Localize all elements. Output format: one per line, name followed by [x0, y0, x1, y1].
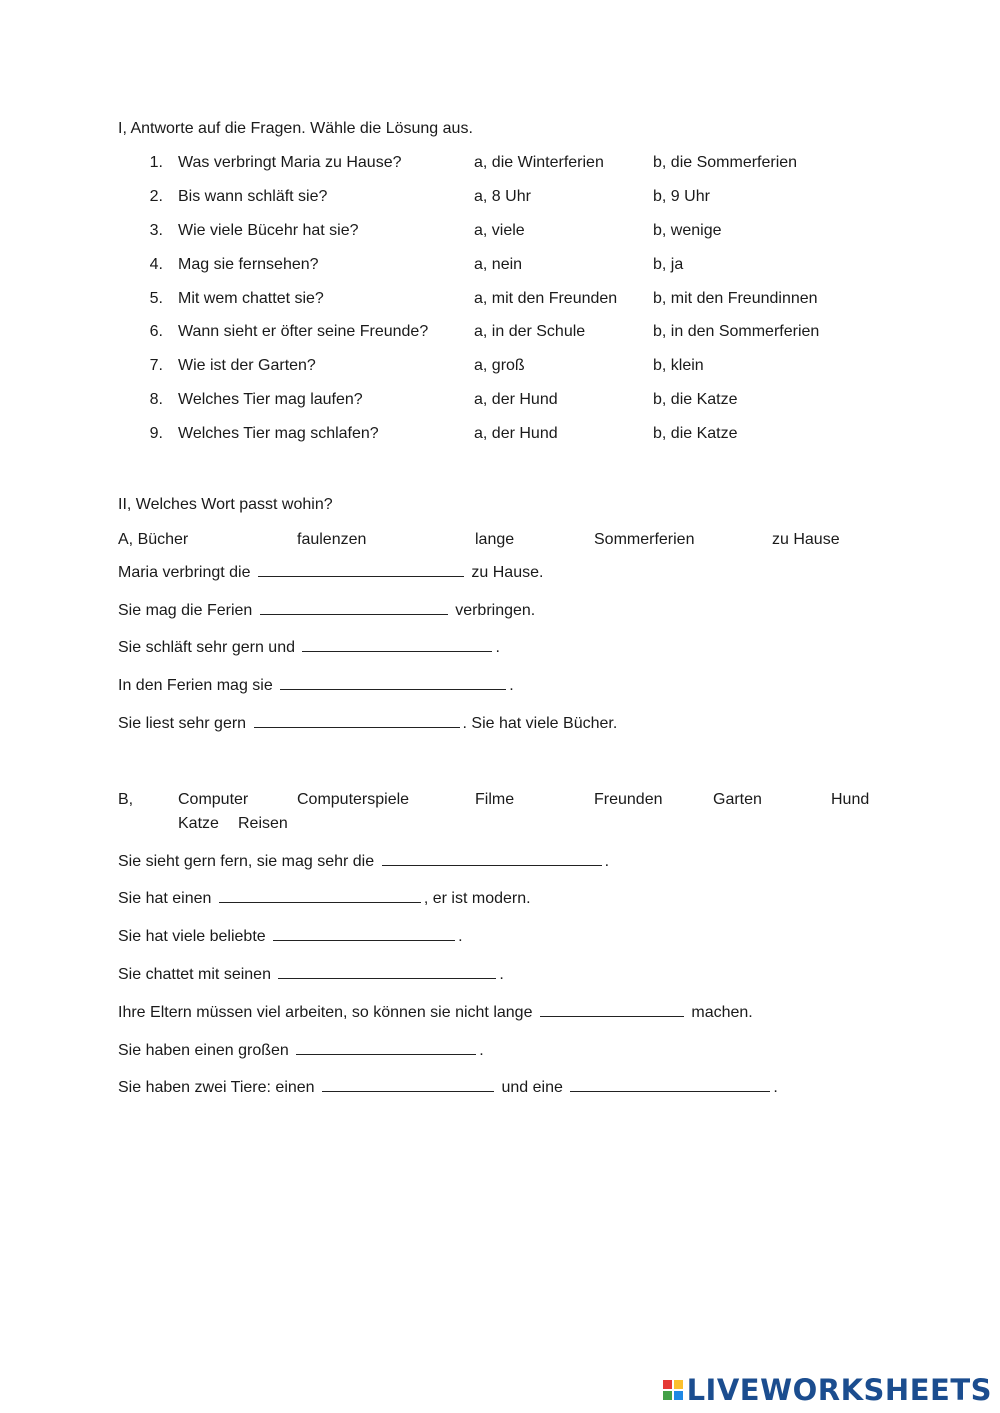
sentence-end: . [604, 853, 610, 870]
sentence-start: In den Ferien mag sie [118, 677, 273, 694]
fill-sentence [118, 639, 500, 657]
option-b[interactable]: b, die Sommerferien [653, 154, 798, 171]
word-bank-word: zu Hause [772, 531, 840, 548]
sentence-end: . [479, 1042, 484, 1059]
question-text: Bis wann schläft sie? [178, 188, 328, 205]
question-number: 3. [149, 222, 163, 239]
sentence-start: Sie haben einen großen [118, 1042, 289, 1059]
answer-blank[interactable] [382, 864, 602, 866]
option-b[interactable]: b, klein [653, 357, 704, 374]
section2-title: II, Welches Wort passt wohin? [118, 496, 333, 513]
option-a[interactable]: a, mit den Freunden [474, 290, 618, 307]
sentence-end: zu Hause. [471, 564, 544, 581]
option-b[interactable]: b, ja [653, 256, 684, 273]
fill-sentence [118, 564, 543, 582]
option-a[interactable]: a, groß [474, 357, 525, 374]
question-text: Was verbringt Maria zu Hause? [178, 154, 402, 171]
answer-blank[interactable] [540, 1015, 684, 1017]
option-a[interactable]: a, in der Schule [474, 323, 586, 340]
fill-sentence [118, 602, 535, 620]
sentence-end: . [495, 639, 500, 656]
answer-blank[interactable] [296, 1053, 476, 1055]
sentence-start: Sie haben zwei Tiere: einen [118, 1079, 315, 1096]
sentence-end: , er ist modern. [423, 890, 531, 907]
word-bank-word: Computerspiele [297, 791, 410, 808]
question-number: 6. [149, 323, 163, 340]
question-text: Welches Tier mag schlafen? [178, 425, 379, 442]
option-b[interactable]: b, die Katze [653, 425, 738, 442]
liveworksheets-logo[interactable] [663, 1373, 992, 1407]
option-b[interactable]: b, mit den Freundinnen [653, 290, 818, 307]
section1-title: I, Antworte auf die Fragen. Wähle die Lösung aus. [118, 120, 473, 137]
word-bank-word: Garten [713, 791, 762, 808]
sentence-start: Sie chattet mit seinen [118, 966, 271, 983]
option-a[interactable]: a, nein [474, 256, 523, 273]
option-b[interactable]: b, wenige [653, 222, 722, 239]
sentence-start: Maria verbringt die [118, 564, 251, 581]
option-b[interactable]: b, in den Sommerferien [653, 323, 820, 340]
word-bank-word: A, Bücher [118, 531, 189, 548]
question-text: Welches Tier mag laufen? [178, 391, 363, 408]
question-text: Mit wem chattet sie? [178, 290, 324, 307]
question-number: 8. [149, 391, 163, 408]
answer-blank[interactable] [278, 977, 496, 979]
word-bank-word: Computer [178, 791, 249, 808]
fill-sentence [118, 890, 531, 908]
sentence-end: . [499, 966, 504, 983]
word-bank-word: Hund [831, 791, 870, 808]
logo-square [663, 1391, 672, 1400]
option-a[interactable]: a, viele [474, 222, 525, 239]
answer-blank[interactable] [219, 901, 421, 903]
question-number: 9. [149, 425, 163, 442]
question-text: Mag sie fernsehen? [178, 256, 319, 273]
fill-sentence [118, 928, 463, 946]
logo-square [674, 1391, 683, 1400]
option-b[interactable]: b, die Katze [653, 391, 738, 408]
sentence-end: . [509, 677, 514, 694]
sentence-start: Sie sieht gern fern, sie mag sehr die [118, 853, 375, 870]
answer-blank[interactable] [280, 688, 506, 690]
option-a[interactable]: a, die Winterferien [474, 154, 604, 171]
fill-sentence [118, 1042, 484, 1060]
sentence-end: . [773, 1079, 778, 1096]
option-a[interactable]: a, der Hund [474, 391, 558, 408]
question-text: Wie ist der Garten? [178, 357, 316, 374]
sentence-start: Sie schläft sehr gern und [118, 639, 295, 656]
option-a[interactable]: a, der Hund [474, 425, 558, 442]
answer-blank[interactable] [273, 939, 455, 941]
word-bank-word: Katze [178, 815, 219, 832]
sentence-start: Sie mag die Ferien [118, 602, 253, 619]
question-number: 7. [149, 357, 163, 374]
sentence-middle: und eine [501, 1079, 563, 1096]
question-text: Wie viele Bücehr hat sie? [178, 222, 359, 239]
fill-sentence [118, 1079, 778, 1097]
word-bank-word: Reisen [238, 815, 288, 832]
word-bank-word: lange [475, 531, 515, 548]
question-number: 2. [149, 188, 163, 205]
logo-square [674, 1380, 683, 1389]
answer-blank[interactable] [254, 726, 460, 728]
fill-sentence [118, 1004, 753, 1022]
question-number: 5. [149, 290, 163, 307]
fill-sentence [118, 966, 504, 984]
logo-square [663, 1380, 672, 1389]
fill-sentence [118, 677, 514, 695]
logo-mark-icon [663, 1380, 683, 1400]
sentence-end: verbringen. [455, 602, 536, 619]
fill-sentence [118, 853, 609, 871]
logo-text: LIVEWORKSHEETS [686, 1373, 992, 1407]
sentence-start: Sie hat einen [118, 890, 212, 907]
answer-blank[interactable] [322, 1090, 494, 1092]
word-bank-word: faulenzen [297, 531, 367, 548]
word-bank-label: B, [118, 791, 134, 808]
question-number: 4. [149, 256, 163, 273]
answer-blank[interactable] [302, 650, 492, 652]
sentence-end: machen. [691, 1004, 753, 1021]
word-bank-word: Sommerferien [594, 531, 695, 548]
sentence-end: . Sie hat viele Bücher. [462, 715, 618, 732]
fill-sentence [118, 715, 617, 733]
answer-blank[interactable] [260, 613, 448, 615]
option-b[interactable]: b, 9 Uhr [653, 188, 710, 205]
sentence-start: Sie liest sehr gern [118, 715, 247, 732]
sentence-start: Sie hat viele beliebte [118, 928, 266, 945]
answer-blank[interactable] [258, 575, 464, 577]
question-text: Wann sieht er öfter seine Freunde? [178, 323, 429, 340]
sentence-start: Ihre Eltern müssen viel arbeiten, so können sie nicht lange [118, 1004, 533, 1021]
question-number: 1. [149, 154, 163, 171]
word-bank-word: Freunden [594, 791, 663, 808]
answer-blank[interactable] [570, 1090, 770, 1092]
sentence-end: . [458, 928, 463, 945]
option-a[interactable]: a, 8 Uhr [474, 188, 531, 205]
word-bank-word: Filme [475, 791, 515, 808]
